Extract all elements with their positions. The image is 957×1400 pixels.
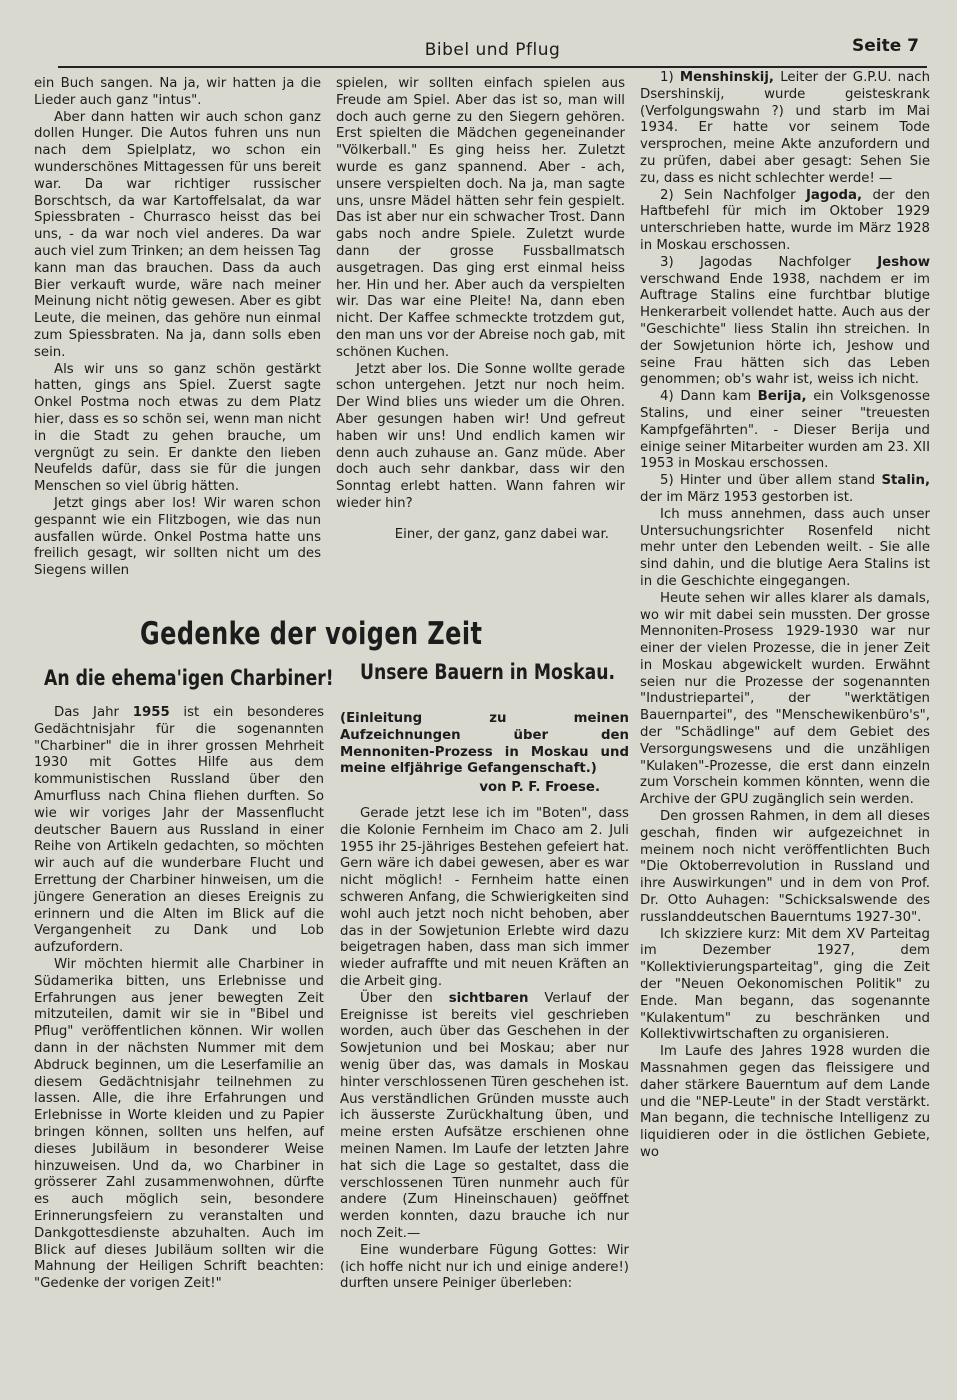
text-run: 4) Dann kam: [660, 389, 758, 405]
bold-term: sichtbaren: [448, 990, 529, 1006]
text-run: Eine wunderbare Fügung Gottes: Wir (ich hoffe nicht nur ich und einige andere!) durften unsere Peiniger überleben:: [340, 1242, 629, 1292]
text-run: Leiter der G.P.U. nach Dsershinskij, wurde geisteskrank (Verfolgungswahn ?) und starb im Mai 1934. Er hatte vor seinem Tode versprochen, meine Akte anzufordern und zu prüfen, dabei aber gesagt: Sehen Sie zu, dass es nicht schlechter werde! —: [640, 70, 931, 186]
bold-term: Jagoda,: [805, 187, 863, 203]
right-article-intro: (Einleitung zu meinen Aufzeichnungen über den Mennoniten-Prozess in Moskau und meine elfjährige Gefangenschaft.): [340, 711, 629, 777]
text-run: der den Haftbefehl für mich im Oktober 1929 unterschrieben hatte, wurde im März 1928 in Moskau erschossen.: [640, 187, 930, 253]
paragraph: Jetzt gings aber los! Wir waren schon gespannt wie ein Flitzbogen, wie das nun ausfallen würde. Onkel Postma hatte uns freilich gesagt, wir sollten nicht um des Siegens willen: [34, 495, 321, 579]
text-run: 2) Sein Nachfolger: [660, 187, 806, 203]
paragraph: [640, 255, 930, 389]
paragraph: [640, 389, 930, 473]
bold-term: Menshinskij,: [679, 70, 774, 85]
paragraph: [640, 809, 930, 927]
paragraph: [34, 705, 324, 957]
paragraph: [640, 507, 930, 591]
page-header: [58, 34, 927, 68]
column-2-continued-story: [336, 76, 625, 544]
paragraph: Als wir uns so ganz schön gestärkt hatten, gings ans Spiel. Zuerst sagte Onkel Postma noch etwas zu dem Platz hier, dass es so schön sei, wenn man nicht in die Stadt zu gehen brauche, um vergnügt zu sein. Er dankte den lieben Neufelds dafür, dass sie für die jungen Menschen so viel übrig hätten.: [34, 361, 321, 495]
paragraph: [640, 927, 930, 1045]
left-article-title: An die ehema'igen Charbiner!: [44, 666, 334, 690]
bold-term: 1955: [132, 705, 170, 720]
paragraph: [640, 188, 930, 255]
column-3-footnotes: [640, 70, 930, 1162]
paragraph: [340, 806, 629, 991]
text-run: Wir möchten hiermit alle Charbiner in Südamerika bitten, uns Erlebnisse und Erfahrungen aus jener bewegten Zeit mitzuteilen, damit wir sie in "Bibel und Pflug" veröffentlichen können. Wir wollen dann in der nächsten Nummer mit dem Abdruck beginnen, um die Leserfamilie an diesem Gedächtnisjahr teilnehmen zu lassen. Alle, die ihre Erfahrungen und Erlebnisse in Worte kleiden und zu Papier bringen können, sollten uns helfen, auf dieses Jubiläum in besonderer Weise hinzuweisen. Und da, wo Charbiner in grösserer Zahl zusammenwohnen, dürfte es auch möglich sein, besondere Erinnerungsfeiern zu veranstalten und Dankgottesdienste abzuhalten. Auch im Blick auf dieses Jubiläum sollten wir die Mahnung der Heiligen Schrift beachten: "Gedenke der vorigen Zeit!": [34, 956, 324, 1292]
section-headline: Gedenke der voigen Zeit: [140, 616, 483, 652]
paragraph: Aber dann hatten wir auch schon ganz dollen Hunger. Die Autos fuhren uns nun nach dem Spielplatz, wo schon ein wunderschönes Mittagessen für uns bereit war. Da war richtiger russischer Borschtsch, da war Kartoffelsalat, da war Spiessbraten - Churrasco heisst das bei uns, - da war noch viel anderes. Da war auch viel zum Trinken; an dem heissen Tag kann man das brauchen. Dass da auch Bier verkauft wurde, wäre nach meiner Meinung nicht nötig gewesen. Aber es gibt Leute, die meinen, das gehöre nun einmal zum Spiessbraten. Na ja, dann solls eben sein.: [34, 109, 321, 360]
paragraph: [340, 991, 629, 1243]
text-run: 1): [660, 70, 680, 85]
text-run: Gerade jetzt lese ich im "Boten", dass die Kolonie Fernheim im Chaco am 2. Juli 1955 ihr 25-jähriges Bestehen gefeiert hat. Gern wäre ich dabei gewesen, aber es war nicht möglich! - Fernheim hatte einen schweren Anfang, die Schwierigkeiten sind wohl auch jetzt noch nicht behoben, aber das in der Sowjetunion Erlebte wird dazu beigetragen haben, dass man sich immer wieder aufraffte und mit neuen Kräften an die Arbeit ging.: [340, 806, 629, 989]
text-run: Über den: [360, 990, 449, 1006]
right-article-byline: von P. F. Froese.: [479, 780, 600, 795]
bold-term: Berija,: [757, 389, 807, 405]
paragraph: [640, 1044, 930, 1162]
text-run: Ich skizziere kurz: Mit dem XV Parteitag im Dezember 1927, dem "Kollektivierungsparteitag", ging die Zeit der "Neuen Oekonomischen Politik" zu Ende. Man begann, das sogenannte "Kulakentum" zu beschränken und Kollektivwirtschaften zu organisieren.: [640, 926, 930, 1043]
text-run: Den grossen Rahmen, in dem all dieses geschah, finden wir aufgezeichnet in meinem noch nicht veröffentlichten Buch "Die Oktoberrevolution in Russland und ihre Auswirkungen" und in dem von Prof. Dr. Otto Auhagen: "Schicksalswende des russlanddeutschen Bauerntums 1927-30".: [640, 809, 930, 925]
text-run: 3) Jagodas Nachfolger: [660, 254, 878, 270]
page-number: Seite 7: [851, 36, 919, 56]
text-run: der im März 1953 gestorben ist.: [640, 489, 854, 505]
text-run: Ich muss annehmen, dass auch unser Untersuchungsrichter Rosenfeld nicht mehr unter den Lebenden weilt. - Sie alle sind dahin, und die blutige Aera Stalins ist in die Geschichte eingegangen.: [640, 506, 930, 589]
paragraph: Jetzt aber los. Die Sonne wollte gerade schon untergehen. Jetzt nur noch heim. Der Wind blies uns wieder um die Ohren. Aber gesungen haben wir! Und gefreut haben wir uns! Und endlich kamen wir denn auch zuhause an. Ganz müde. Aber doch auch sehr dankbar, dass wir den Sonntag erlebt hatten. Wann fahren wir wieder hin?: [336, 361, 625, 511]
text-run: Das Jahr: [54, 705, 133, 720]
text-run: 5) Hinter und über allem stand: [660, 473, 882, 489]
text-run: ist ein besonderes Gedächtnisjahr für die sogenannten "Charbiner" die in ihrer grossen Mehrheit 1930 mit Gottes Hilfe aus dem kommunistischen Russland über den Amurfluss nach China fliehen durften. So wie wir voriges Jahr der Massenflucht deutscher Bauern aus Russland in einer Reihe von Artikeln gedachten, so möchten wir auch auf die wunderbare Flucht und Errettung der Charbiner hinweisen, um die jüngere Generation an dieses Ereignis zu erinnern und die Alten im Blick auf die Vergangenheit zu Dank und Lob aufzufordern.: [34, 705, 324, 956]
right-article-title: Unsere Bauern in Moskau.: [360, 660, 616, 684]
text-run: Heute sehen wir alles klarer als damals, wo wir mit dabei sein mussten. Der grosse Mennoniten-Prosess 1929-1930 war nur einer der vielen Prozesse, die in jener Zeit in Moskau abgewickelt wurden. Erwähnt seien nur die Prozesse der sogenannten "Industriepartei", der "werktätigen Bauernpartei", des "Menschewikenbüro's", der "Schädlinge" auf dem Gebiet des Versorgungswesens und die unzähligen "Kulaken"-Prozesse, die erst dann einzeln zum Vorschein kommen könnten, wenn die Archive der GPU zugänglich sein werden.: [640, 590, 930, 808]
text-run: ein Volksgenosse Stalins, und einer seiner "treuesten Kampfgefährten". - Dieser Berija und einige seiner Mitarbeiter wurden am 23. XII 1953 in Moskau erschossen.: [640, 389, 930, 472]
paragraph: spielen, wir sollten einfach spielen aus Freude am Spiel. Aber das ist so, man will doch auch gerne zu den Siegern gehören. Erst spielten die Mädchen gegeneinander "Völkerball." Es ging heiss her. Zuletzt wurde es ganz spannend. Aber - ach, unsere verspielten doch. Na ja, man sagte uns, unsre Mädel hätten sehr fein gespielt. Das ist aber nur ein schwacher Trost. Dann gabs noch andre Spiele. Zuletzt wurde dann der grosse Fussballmatsch ausgetragen. Das ging erst einmal heiss her. Hin und her. Aber auch da verspielten wir. Das war eine Pleite! Na, dann eben nicht. Der Kaffee schmeckte trotzdem gut, den man uns vor der Abreise noch gab, mit schönen Kuchen.: [336, 76, 625, 360]
text-run: verschwand Ende 1938, nachdem er im Auftrage Stalins eine furchtbar blutige Henkerarbeit vollendet hatte. Auch aus der "Geschichte" liess Stalin ihn streichen. In der Sowjetunion hörte ich, Jeshow und seine Frau hätten sich das Leben genommen; ob's wahr ist, weiss ich nicht.: [640, 271, 930, 388]
column-1-continued-story: [34, 76, 321, 580]
paragraph: [34, 957, 324, 1293]
bold-term: Jeshow: [877, 254, 930, 270]
paragraph: [640, 70, 930, 188]
newspaper-title: Bibel und Pflug: [424, 40, 561, 60]
story-signature: Einer, der ganz, ganz dabei war.: [394, 526, 609, 542]
left-article-body: [34, 705, 324, 1293]
paragraph: [640, 591, 930, 809]
paragraph: [340, 1243, 629, 1293]
bold-term: Stalin,: [881, 473, 930, 489]
text-run: Verlauf der Ereignisse ist bereits viel geschrieben worden, auch über das Geschehen in der Sowjetunion und bei Moskau; aber nur wenig über das, was damals in Moskau hinter verschlossenen Türen geschehen ist. Aus verständlichen Gründen musste auch ich äusserste Zurückhaltung üben, und meine ersten Aufsätze erschienen ohne meinen Namen. Im Laufe der letzten Jahre hat sich die Lage so gestaltet, dass die verschlossenen Türen nunmehr auch für andere (Zum Hineinschauen) geöffnet werden konnten, dazu brauche ich nur noch Zeit.—: [340, 990, 629, 1241]
text-run: Im Laufe des Jahres 1928 wurden die Massnahmen gegen das fleissigere und daher stärkere Bauerntum auf dem Lande und die "NEP-Leute" in der Stadt verstärkt. Man begann, die technische Intelligenz zu liquidieren oder in die östlichen Gebiete, wo: [640, 1044, 930, 1160]
paragraph: ein Buch sangen. Na ja, wir hatten ja die Lieder auch ganz "intus".: [34, 76, 321, 108]
right-article-body: [340, 806, 629, 1293]
paragraph: [640, 473, 930, 507]
